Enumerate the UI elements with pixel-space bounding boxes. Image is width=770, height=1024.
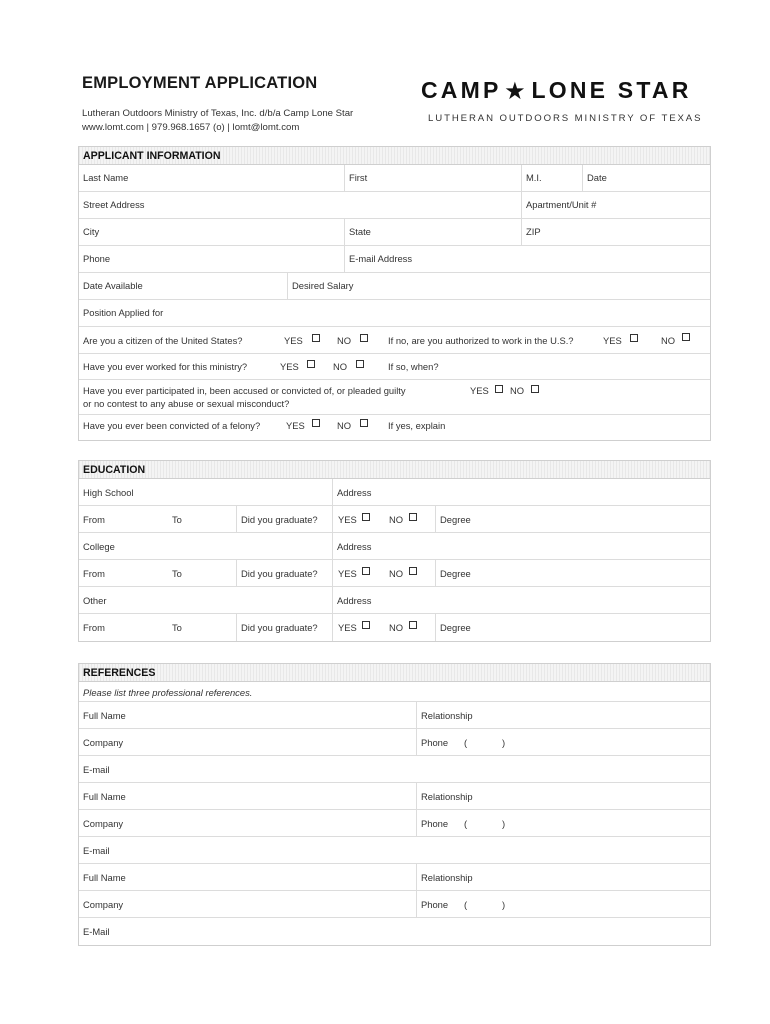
college-no-label: NO xyxy=(389,568,404,579)
applicant-information-section xyxy=(78,146,711,441)
felony-no-checkbox[interactable] xyxy=(360,419,368,427)
zip-field[interactable]: ZIP xyxy=(526,226,541,237)
abuse-no-checkbox[interactable] xyxy=(531,385,539,393)
ref3-relationship-field[interactable]: Relationship xyxy=(421,872,473,883)
college-to-field[interactable]: To xyxy=(172,568,182,579)
citizen-yes-label: YES xyxy=(284,335,303,346)
city-row xyxy=(79,219,710,246)
ref1-paren-open: ( xyxy=(464,737,468,748)
ref3-paren-open: ( xyxy=(464,899,468,910)
other-address-field[interactable]: Address xyxy=(337,595,372,606)
references-instruction: Please list three professional references. xyxy=(83,687,253,698)
other-no-label: NO xyxy=(389,622,404,633)
position-row xyxy=(79,300,710,327)
ref3-name-row xyxy=(79,864,710,891)
address-row xyxy=(79,192,710,219)
street-address-field[interactable]: Street Address xyxy=(83,199,145,210)
date-field[interactable]: Date xyxy=(587,172,607,183)
citizen-no-checkbox[interactable] xyxy=(360,334,368,342)
felony-no-label: NO xyxy=(337,420,352,431)
hs-yes-checkbox[interactable] xyxy=(362,513,370,521)
ref3-company-field[interactable]: Company xyxy=(83,899,124,910)
abuse-question-line2: or no contest to any abuse or sexual misconduct? xyxy=(83,398,290,409)
abuse-question-line1: Have you ever participated in, been accused or convicted of, or pleaded guilty xyxy=(83,385,406,396)
ref2-name-row xyxy=(79,783,710,810)
camp-logo xyxy=(421,76,692,105)
ref1-phone-field[interactable]: Phone xyxy=(421,737,449,748)
ref1-name-row xyxy=(79,702,710,729)
worked-no-checkbox[interactable] xyxy=(356,360,364,368)
ref1-company-field[interactable]: Company xyxy=(83,737,124,748)
email-field[interactable]: E-mail Address xyxy=(349,253,413,264)
other-yes-label: YES xyxy=(338,622,357,633)
first-name-field[interactable]: First xyxy=(349,172,368,183)
citizen-yes-checkbox[interactable] xyxy=(312,334,320,342)
ref1-email-field[interactable]: E-mail xyxy=(83,764,110,775)
other-graduate-question: Did you graduate? xyxy=(241,622,318,633)
college-address-field[interactable]: Address xyxy=(337,541,372,552)
logo-right-text: LONE STAR xyxy=(531,77,692,103)
other-from-field[interactable]: From xyxy=(83,622,105,633)
high-school-row xyxy=(79,479,710,506)
authorized-yes-label: YES xyxy=(603,335,622,346)
ref1-full-name-field[interactable]: Full Name xyxy=(83,710,126,721)
ref1-email-row xyxy=(79,756,710,783)
abuse-no-label: NO xyxy=(510,385,525,396)
felony-question: Have you ever been convicted of a felony? xyxy=(83,420,261,431)
other-yes-checkbox[interactable] xyxy=(362,621,370,629)
when-field[interactable]: If so, when? xyxy=(388,361,439,372)
citizen-no-label: NO xyxy=(337,335,352,346)
hs-no-label: NO xyxy=(389,514,404,525)
mi-field[interactable]: M.I. xyxy=(526,172,542,183)
phone-row xyxy=(79,246,710,273)
ref3-email-field[interactable]: E-Mail xyxy=(83,926,110,937)
college-degree-field[interactable]: Degree xyxy=(440,568,471,579)
other-to-field[interactable]: To xyxy=(172,622,182,633)
hs-from-field[interactable]: From xyxy=(83,514,105,525)
high-school-address-field[interactable]: Address xyxy=(337,487,372,498)
college-dates-row xyxy=(79,560,710,587)
ref3-full-name-field[interactable]: Full Name xyxy=(83,872,126,883)
references-instruction-row xyxy=(79,682,710,702)
felony-yes-label: YES xyxy=(286,420,305,431)
name-row xyxy=(79,165,710,192)
desired-salary-field[interactable]: Desired Salary xyxy=(292,280,354,291)
college-no-checkbox[interactable] xyxy=(409,567,417,575)
abuse-yes-label: YES xyxy=(470,385,489,396)
abuse-yes-checkbox[interactable] xyxy=(495,385,503,393)
logo-subtitle: LUTHERAN OUTDOORS MINISTRY OF TEXAS xyxy=(428,113,703,124)
ref1-company-row xyxy=(79,729,710,756)
high-school-field[interactable]: High School xyxy=(83,487,134,498)
authorized-yes-checkbox[interactable] xyxy=(630,334,638,342)
logo-left-text: CAMP xyxy=(421,77,502,103)
phone-field[interactable]: Phone xyxy=(83,253,111,264)
college-yes-checkbox[interactable] xyxy=(362,567,370,575)
other-school-field[interactable]: Other xyxy=(83,595,107,606)
education-heading: EDUCATION xyxy=(79,461,710,479)
ref2-paren-close: ) xyxy=(502,818,506,829)
city-field[interactable]: City xyxy=(83,226,100,237)
ref2-paren-open: ( xyxy=(464,818,468,829)
ref1-paren-close: ) xyxy=(502,737,506,748)
felony-yes-checkbox[interactable] xyxy=(312,419,320,427)
worked-yes-checkbox[interactable] xyxy=(307,360,315,368)
date-available-field[interactable]: Date Available xyxy=(83,280,143,291)
worked-no-label: NO xyxy=(333,361,348,372)
hs-no-checkbox[interactable] xyxy=(409,513,417,521)
citizen-question: Are you a citizen of the United States? xyxy=(83,335,243,346)
other-no-checkbox[interactable] xyxy=(409,621,417,629)
last-name-field[interactable]: Last Name xyxy=(83,172,129,183)
education-section xyxy=(78,460,711,642)
other-row xyxy=(79,587,710,614)
ref2-company-row xyxy=(79,810,710,837)
college-field[interactable]: College xyxy=(83,541,115,552)
worked-row xyxy=(79,354,710,380)
hs-to-field[interactable]: To xyxy=(172,514,182,525)
contact-line: www.lomt.com | 979.968.1657 (o) | lomt@lomt.com xyxy=(82,122,300,133)
availability-row xyxy=(79,273,710,300)
hs-yes-label: YES xyxy=(338,514,357,525)
college-row xyxy=(79,533,710,560)
explain-field[interactable]: If yes, explain xyxy=(388,420,446,431)
ref2-company-field[interactable]: Company xyxy=(83,818,124,829)
star-icon: ★ xyxy=(504,78,529,105)
ref2-phone-field[interactable]: Phone xyxy=(421,818,449,829)
felony-row xyxy=(79,415,710,440)
org-line: Lutheran Outdoors Ministry of Texas, Inc. d/b/a Camp Lone Star xyxy=(82,108,354,119)
ref1-relationship-field[interactable]: Relationship xyxy=(421,710,473,721)
other-degree-field[interactable]: Degree xyxy=(440,622,471,633)
references-section xyxy=(78,663,711,946)
authorized-no-checkbox[interactable] xyxy=(682,333,690,341)
references-heading: REFERENCES xyxy=(79,664,710,682)
college-yes-label: YES xyxy=(338,568,357,579)
state-field[interactable]: State xyxy=(349,226,371,237)
ref2-email-field[interactable]: E-mail xyxy=(83,845,110,856)
applicant-heading: APPLICANT INFORMATION xyxy=(79,147,710,165)
abuse-row xyxy=(79,380,710,415)
college-graduate-question: Did you graduate? xyxy=(241,568,318,579)
ref3-phone-field[interactable]: Phone xyxy=(421,899,449,910)
high-school-dates-row xyxy=(79,506,710,533)
worked-question: Have you ever worked for this ministry? xyxy=(83,361,248,372)
ref3-company-row xyxy=(79,891,710,918)
authorized-no-label: NO xyxy=(661,335,676,346)
ref2-email-row xyxy=(79,837,710,864)
other-dates-row xyxy=(79,614,710,641)
page-title: EMPLOYMENT APPLICATION xyxy=(82,74,318,92)
ref3-email-row xyxy=(79,918,710,945)
citizen-row xyxy=(79,327,710,354)
college-from-field[interactable]: From xyxy=(83,568,105,579)
apartment-field[interactable]: Apartment/Unit # xyxy=(526,199,597,210)
ref2-full-name-field[interactable]: Full Name xyxy=(83,791,126,802)
hs-degree-field[interactable]: Degree xyxy=(440,514,471,525)
ref2-relationship-field[interactable]: Relationship xyxy=(421,791,473,802)
hs-graduate-question: Did you graduate? xyxy=(241,514,318,525)
worked-yes-label: YES xyxy=(280,361,299,372)
authorized-question: If no, are you authorized to work in the U.S.? xyxy=(388,335,574,346)
ref3-paren-close: ) xyxy=(502,899,506,910)
position-field[interactable]: Position Applied for xyxy=(83,307,164,318)
